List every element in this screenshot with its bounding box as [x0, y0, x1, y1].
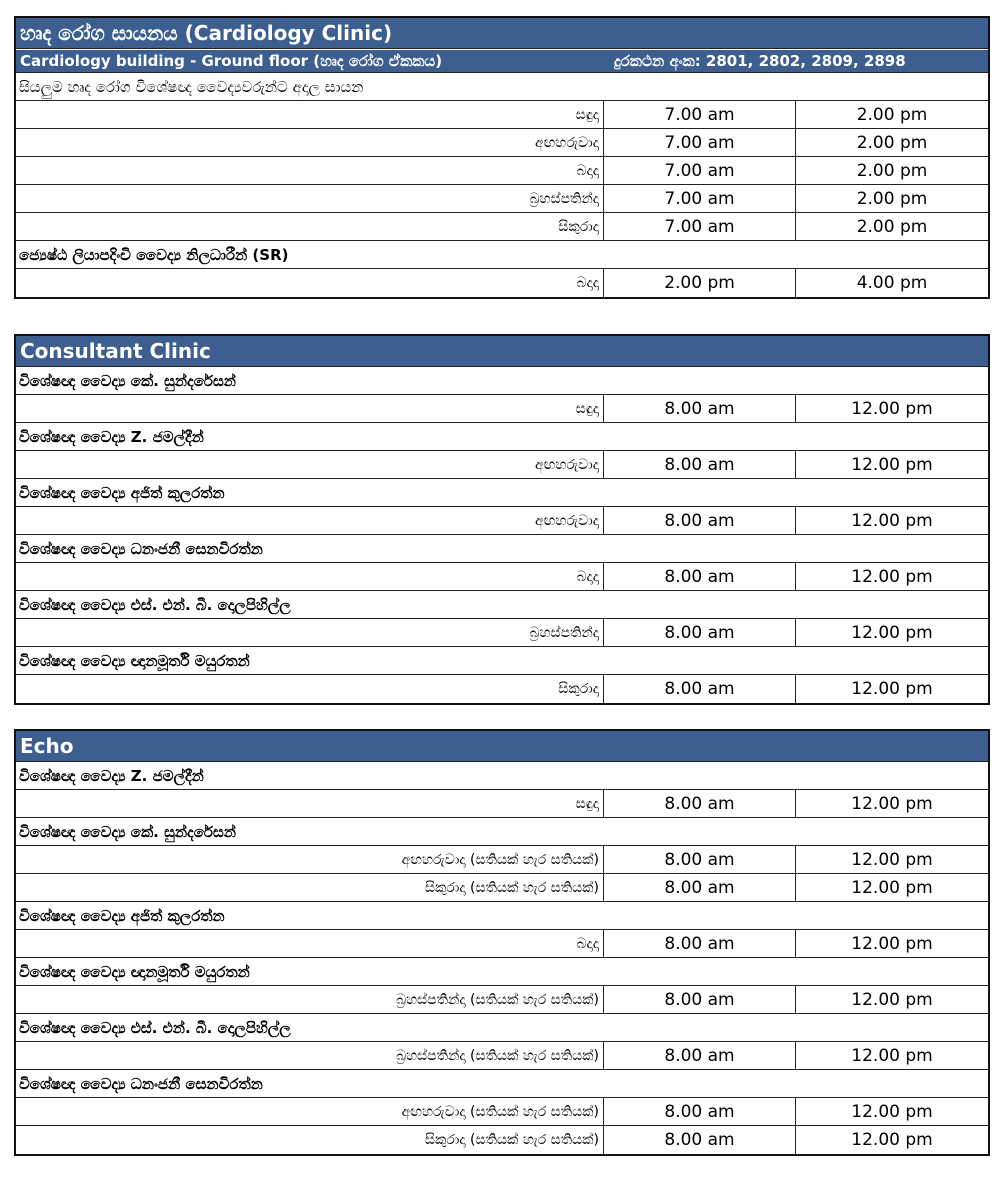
- end-time-cell: 2.00 pm: [856, 188, 928, 209]
- table-row: [16, 269, 988, 297]
- echo-title-bar: [16, 731, 988, 762]
- day-cell: අඟහරුවාදා (සතියක් හැර සතියක්): [16, 1098, 604, 1125]
- group-label: සියලුම හෘද රෝග විශේෂඥ වෛද්‍යවරුන්ට අදාල සායන: [19, 77, 364, 96]
- start-time-cell: 8.00 am: [604, 1042, 796, 1069]
- table-row: [16, 129, 988, 157]
- start-time-cell: 8.00 am: [604, 930, 796, 957]
- end-time-cell: 12.00 pm: [851, 793, 933, 814]
- start-time-cell: 8.00 am: [604, 563, 796, 590]
- echo-table: [14, 729, 990, 1156]
- doctor-name-row: [16, 762, 988, 790]
- day-cell: සඳුදා: [16, 101, 604, 128]
- doctor-name-row: [16, 479, 988, 507]
- doctor-name: විශේෂඥ වෛද්‍ය Z. ජමල්දීන්: [19, 766, 204, 785]
- day-cell: සිකුරාදා (සතියක් හැර සතියක්): [16, 1126, 604, 1154]
- day-cell: සඳුදා: [16, 790, 604, 817]
- start-time-cell: 7.00 am: [604, 213, 796, 240]
- consultant-table: [14, 334, 990, 705]
- day-cell: සඳුදා: [16, 395, 604, 422]
- table-row: [16, 846, 988, 874]
- end-time-cell: 12.00 pm: [851, 454, 933, 475]
- end-time-cell: 12.00 pm: [851, 398, 933, 419]
- doctor-name: විශේෂඥ වෛද්‍ය ධනංජනී සෙනවිරත්න: [19, 539, 263, 558]
- day-cell: බදාදා: [16, 563, 604, 590]
- table-row: [16, 563, 988, 591]
- end-time-cell: 12.00 pm: [851, 566, 933, 587]
- table-row: [16, 675, 988, 703]
- doctor-name: විශේෂඥ වෛද්‍ය ඥානමූර්ති මයුරතන්: [19, 962, 250, 981]
- doctor-name: විශේෂඥ වෛද්‍ය එස්. එන්. බී. දොලපිහිල්ල: [19, 595, 291, 614]
- doctor-name-row: [16, 1014, 988, 1042]
- table-row: [16, 619, 988, 647]
- doctor-name-row: [16, 1070, 988, 1098]
- day-cell: අඟහරුවාදා: [16, 129, 604, 156]
- start-time-cell: 8.00 am: [604, 846, 796, 873]
- start-time-cell: 8.00 am: [604, 790, 796, 817]
- start-time-cell: 8.00 am: [604, 874, 796, 901]
- day-cell: සිකුරාදා: [16, 213, 604, 240]
- start-time-cell: 7.00 am: [604, 185, 796, 212]
- end-time-cell: 2.00 pm: [856, 216, 928, 237]
- end-time-cell: 12.00 pm: [851, 510, 933, 531]
- table-row: [16, 451, 988, 479]
- end-time-cell: 12.00 pm: [851, 849, 933, 870]
- table-row: [16, 1098, 988, 1126]
- table-row: [16, 213, 988, 241]
- start-time-cell: 8.00 am: [604, 675, 796, 703]
- start-time-cell: 7.00 am: [604, 129, 796, 156]
- table-row: [16, 874, 988, 902]
- echo-title: Echo: [20, 734, 74, 758]
- day-cell: බදාදා: [16, 269, 604, 297]
- end-time-cell: 12.00 pm: [851, 1101, 933, 1122]
- start-time-cell: 8.00 am: [604, 395, 796, 422]
- table-row: [16, 101, 988, 129]
- start-time-cell: 7.00 am: [604, 101, 796, 128]
- doctor-name-row: [16, 535, 988, 563]
- doctor-name-row: [16, 647, 988, 675]
- cardiology-location: Cardiology building - Ground floor (හෘද රෝග ඒකකය): [20, 52, 443, 70]
- doctor-group-label: [16, 73, 988, 101]
- day-cell: අඟහරුවාදා: [16, 507, 604, 534]
- cardiology-title-bar: [16, 18, 988, 49]
- end-time-cell: 4.00 pm: [856, 273, 928, 293]
- doctor-name-row: [16, 591, 988, 619]
- end-time-cell: 2.00 pm: [856, 104, 928, 125]
- day-cell: බදාදා: [16, 157, 604, 184]
- table-row: [16, 157, 988, 185]
- doctor-name: විශේෂඥ වෛද්‍ය කේ. සුන්දරේසන්: [19, 371, 236, 390]
- start-time-cell: 7.00 am: [604, 157, 796, 184]
- cardiology-table: [14, 16, 990, 299]
- day-cell: සිකුරාදා: [16, 675, 604, 703]
- table-row: [16, 986, 988, 1014]
- table-row: [16, 930, 988, 958]
- day-cell: සිකුරාදා (සතියක් හැර සතියක්): [16, 874, 604, 901]
- doctor-name: විශේෂඥ වෛද්‍ය අජිත් කුලරත්න: [19, 906, 225, 925]
- day-cell: බදාදා: [16, 930, 604, 957]
- table-row: [16, 395, 988, 423]
- table-row: [16, 790, 988, 818]
- start-time-cell: 8.00 am: [604, 451, 796, 478]
- start-time-cell: 2.00 pm: [604, 269, 796, 297]
- end-time-cell: 12.00 pm: [851, 1130, 933, 1150]
- doctor-name: විශේෂඥ වෛද්‍ය ඥානමූර්ති මයුරතන්: [19, 651, 250, 670]
- doctor-name-row: [16, 902, 988, 930]
- day-cell: බ්‍රහස්පතින්දා: [16, 185, 604, 212]
- end-time-cell: 12.00 pm: [851, 679, 933, 699]
- start-time-cell: 8.00 am: [604, 986, 796, 1013]
- table-row: [16, 1042, 988, 1070]
- doctor-name-row: [16, 958, 988, 986]
- start-time-cell: 8.00 am: [604, 619, 796, 646]
- consultant-title: Consultant Clinic: [20, 339, 211, 363]
- start-time-cell: 8.00 am: [604, 1126, 796, 1154]
- table-row: [16, 507, 988, 535]
- doctor-name: විශේෂඥ වෛද්‍ය Z. ජමල්දීන්: [19, 427, 204, 446]
- end-time-cell: 12.00 pm: [851, 1045, 933, 1066]
- doctor-name-row: [16, 423, 988, 451]
- doctor-name: විශේෂඥ වෛද්‍ය කේ. සුන්දරේසන්: [19, 822, 236, 841]
- day-cell: අඟහරුවාදා (සතියක් හැර සතියක්): [16, 846, 604, 873]
- end-time-cell: 2.00 pm: [856, 132, 928, 153]
- consultant-title-bar: [16, 336, 988, 367]
- doctor-name: විශේෂඥ වෛද්‍ය අජිත් කුලරත්න: [19, 483, 225, 502]
- cardiology-subheader: [16, 49, 988, 73]
- end-time-cell: 2.00 pm: [856, 160, 928, 181]
- day-cell: බ්‍රහස්පතින්දා: [16, 619, 604, 646]
- table-row: [16, 185, 988, 213]
- doctor-name: විශේෂඥ වෛද්‍ය එස්. එන්. බී. දොලපිහිල්ල: [19, 1018, 291, 1037]
- day-cell: බ්‍රහස්පතින්දා (සතියක් හැර සතියක්): [16, 1042, 604, 1069]
- start-time-cell: 8.00 am: [604, 1098, 796, 1125]
- doctor-group-label: [16, 241, 988, 269]
- end-time-cell: 12.00 pm: [851, 933, 933, 954]
- cardiology-title: හෘද රෝග සායනය (Cardiology Clinic): [20, 21, 393, 45]
- day-cell: බ්‍රහස්පතින්දා (සතියක් හැර සතියක්): [16, 986, 604, 1013]
- end-time-cell: 12.00 pm: [851, 622, 933, 643]
- table-row: [16, 1126, 988, 1154]
- cardiology-phone: දුරකථන අංක: 2801, 2802, 2809, 2898: [614, 52, 906, 70]
- end-time-cell: 12.00 pm: [851, 877, 933, 898]
- day-cell: අඟහරුවාදා: [16, 451, 604, 478]
- doctor-name: විශේෂඥ වෛද්‍ය ධනංජනී සෙනවිරත්න: [19, 1074, 263, 1093]
- group-label: ජ්‍යෙෂ්ඨ ලියාපදිංචි වෛද්‍ය නිලධාරීන් (SR): [19, 245, 289, 264]
- doctor-name-row: [16, 367, 988, 395]
- doctor-name-row: [16, 818, 988, 846]
- start-time-cell: 8.00 am: [604, 507, 796, 534]
- end-time-cell: 12.00 pm: [851, 989, 933, 1010]
